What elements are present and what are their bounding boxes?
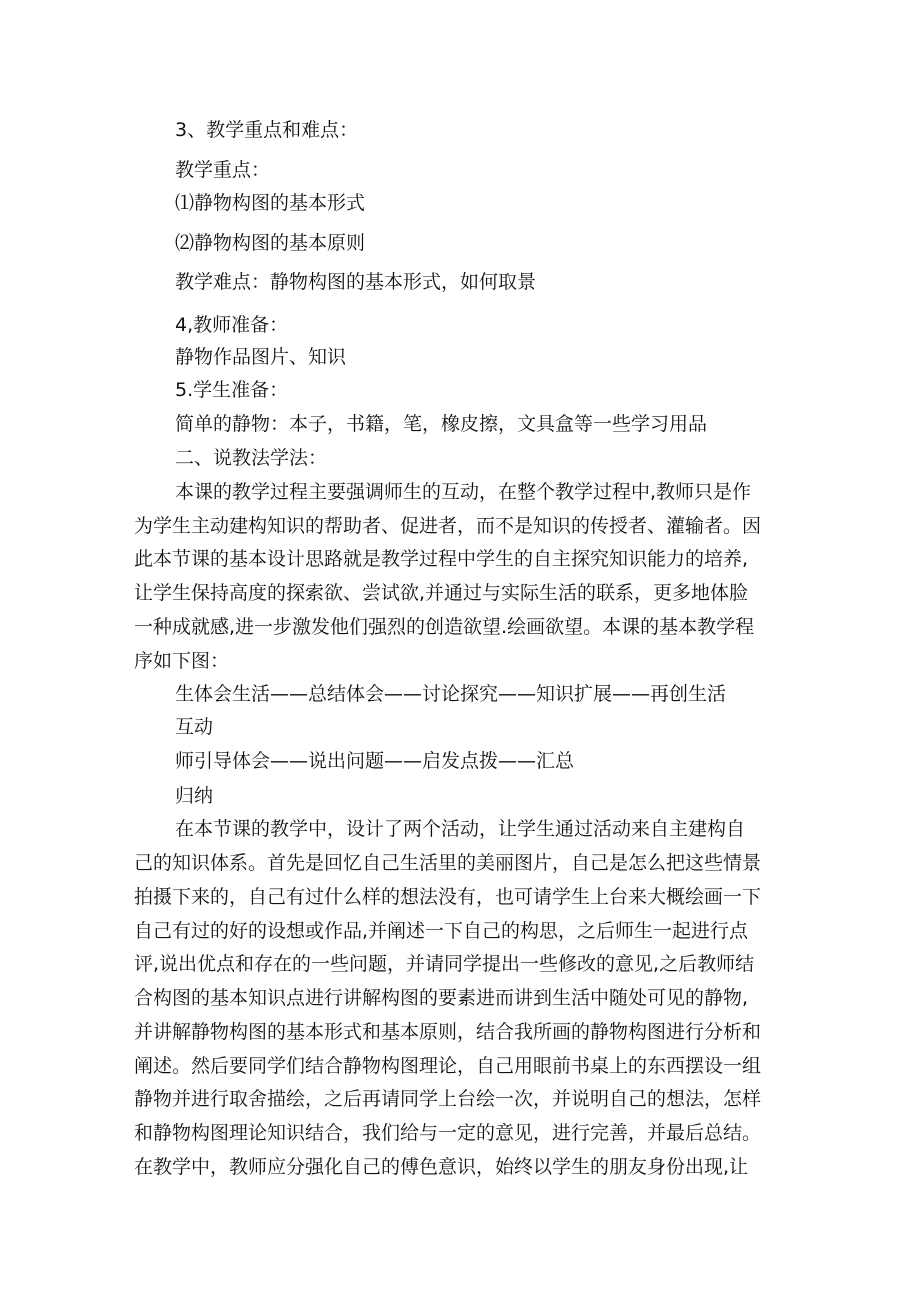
teacher-prep-text: 静物作品图片、知识 xyxy=(175,346,347,368)
focus-item-2: ⑵静物构图的基本原则 xyxy=(175,232,366,254)
paragraph-line: 拍摄下来的，自己有过什么样的想法没有，也可请学生上台来大概绘画一下 xyxy=(134,886,762,908)
heading-teaching-methods: 二、说教法学法： xyxy=(175,447,328,469)
paragraph-line: 在本节课的教学中，设计了两个活动，让学生通过活动来自主建构自 xyxy=(175,818,746,840)
paragraph-line: 静物并进行取舍描绘，之后再请同学上台绘一次，并说明自己的想法，怎样 xyxy=(134,1088,762,1110)
flow-teacher-row: 师引导体会——说出问题——启发点拨——汇总 xyxy=(175,750,575,772)
flow-label-summary: 归纳 xyxy=(175,785,214,807)
teaching-difficulty: 教学难点：静物构图的基本形式，如何取景 xyxy=(175,271,537,293)
paragraph-line: 并讲解静物构图的基本形式和基本原则，结合我所画的静物构图进行分析和 xyxy=(134,1021,762,1043)
paragraph-line: 此本节课的基本设计思路就是教学过程中学生的自主探究知识能力的培养, xyxy=(134,548,749,570)
focus-item-1: ⑴静物构图的基本形式 xyxy=(175,192,366,214)
paragraph-line: 让学生保持高度的探索欲、尝试欲,并通过与实际生活的联系，更多地体脸 xyxy=(134,582,749,604)
paragraph-line: 一种成就感,进一步激发他们强烈的创造欲望.绘画欲望。本课的基本教学程 xyxy=(134,616,755,638)
heading-student-prep: 5.学生准备： xyxy=(175,379,289,401)
paragraph-line: 自己有过的好的设想或作品,并阐述一下自己的构思，之后师生一起进行点 xyxy=(134,920,749,942)
flow-student-row: 生体会生活——总结体会——讨论探究——知识扩展——再创生活 xyxy=(175,683,727,705)
heading-teacher-prep: 4,教师准备： xyxy=(175,314,289,336)
paragraph-line: 序如下图： xyxy=(134,650,230,672)
paragraph-line: 己的知识体系。首先是回忆自己生活里的美丽图片，自己是怎么把这些情景 xyxy=(134,852,762,874)
paragraph-line: 本课的教学过程主要强调师生的互动，在整个教学过程中,教师只是作 xyxy=(175,481,752,503)
student-prep-text: 简单的静物：本子，书籍，笔，橡皮擦，文具盒等一些学习用品 xyxy=(175,413,708,435)
paragraph-line: 阐述。然后要同学们结合静物构图理论，自己用眼前书桌上的东西摆设一组 xyxy=(134,1055,762,1077)
label-teaching-focus: 教学重点： xyxy=(175,159,271,181)
paragraph-line: 和静物构图理论知识结合，我们给与一定的意见，进行完善，并最后总结。 xyxy=(134,1122,762,1144)
paragraph-line: 为学生主动建构知识的帮助者、促进者，而不是知识的传授者、灌输者。因 xyxy=(134,515,762,537)
paragraph-line: 合构图的基本知识点进行讲解构图的要素进而讲到生活中随处可见的静物, xyxy=(134,987,749,1009)
heading-key-points: 3、教学重点和难点： xyxy=(175,119,359,141)
flow-label-interact: 互动 xyxy=(175,716,214,738)
paragraph-line: 在教学中，教师应分强化自己的傅色意识，始终以学生的朋友身份出现,让 xyxy=(134,1156,749,1178)
paragraph-line: 评,说出优点和存在的一些问题，并请同学提出一些修改的意见,之后教师结 xyxy=(134,953,755,975)
